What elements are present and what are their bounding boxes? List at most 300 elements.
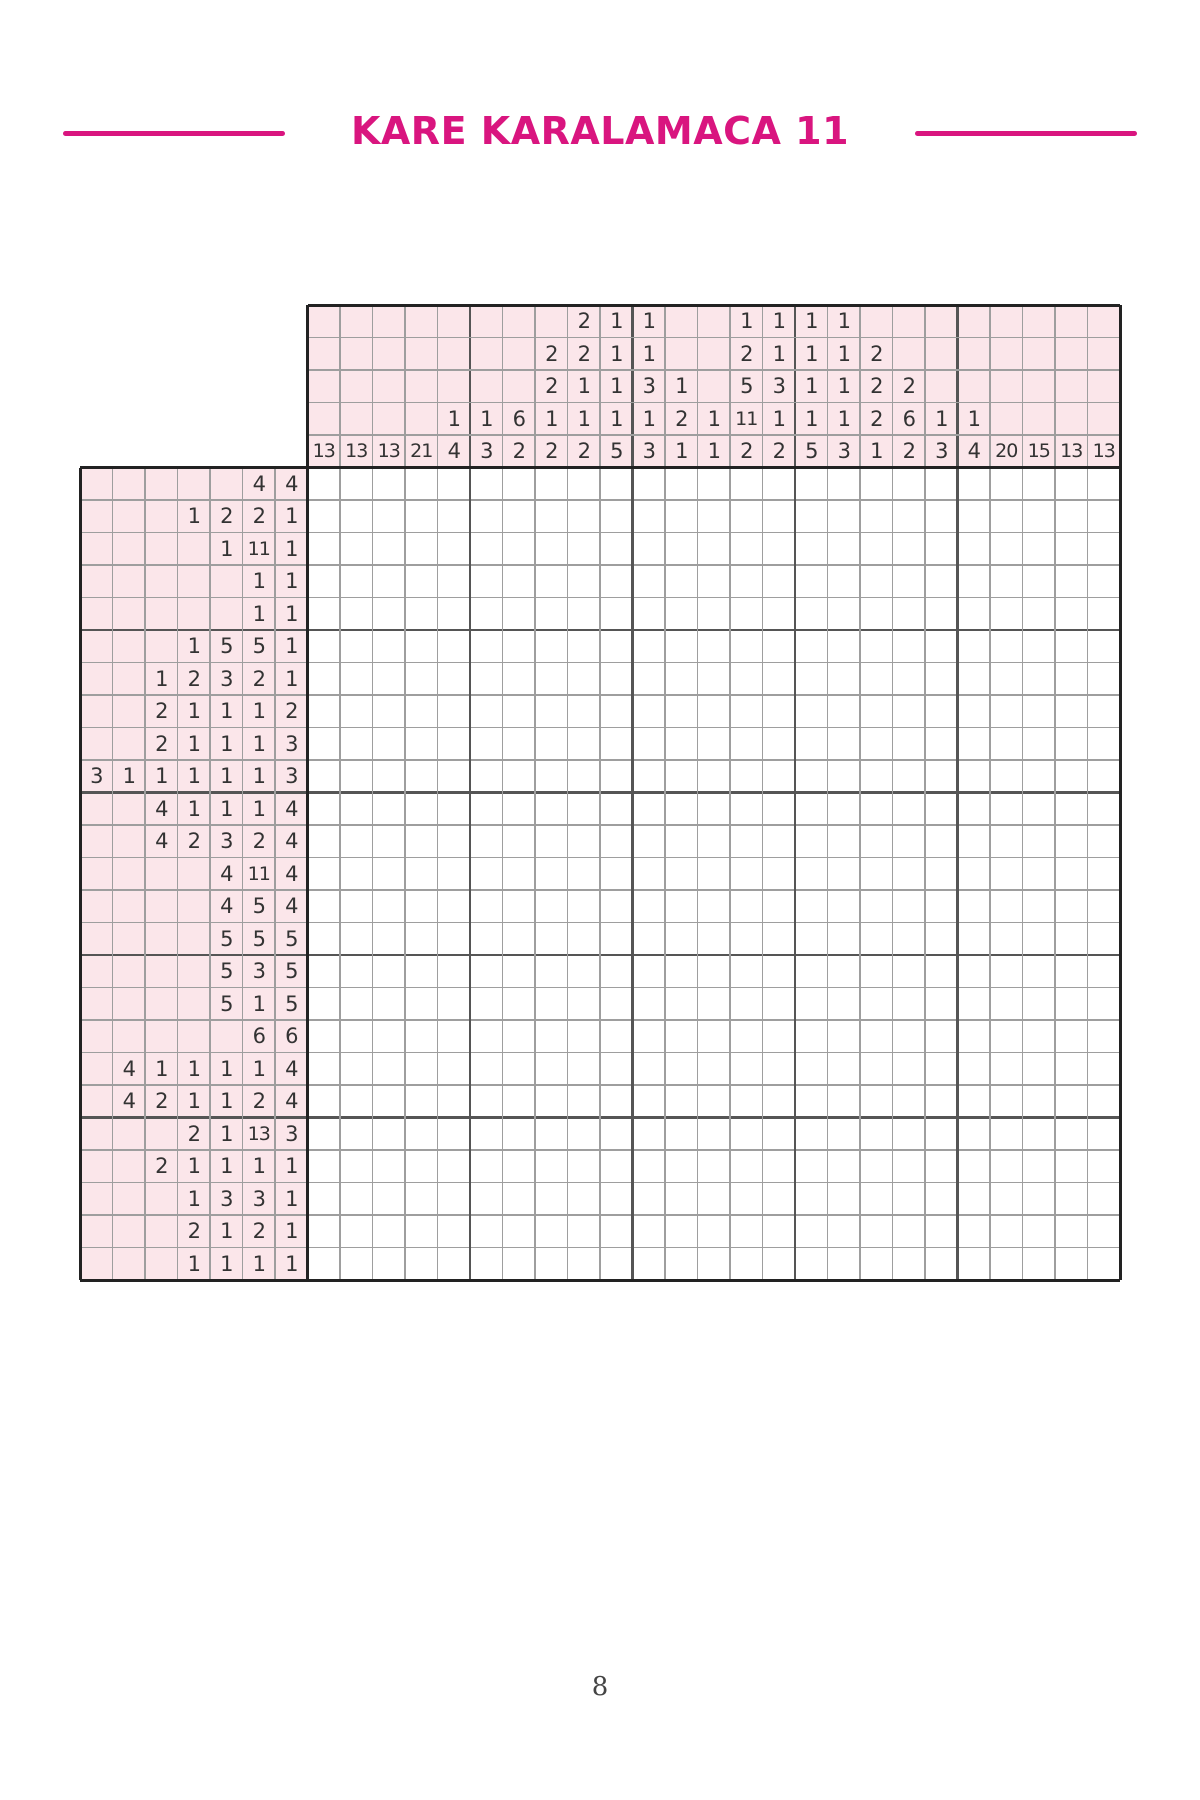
grid-cell[interactable]: [633, 988, 666, 1021]
grid-cell[interactable]: [308, 565, 341, 598]
grid-cell[interactable]: [503, 663, 536, 696]
grid-cell[interactable]: [1055, 1020, 1088, 1053]
grid-cell[interactable]: [1023, 1215, 1056, 1248]
grid-cell[interactable]: [1023, 468, 1056, 501]
grid-cell[interactable]: [893, 858, 926, 891]
grid-cell[interactable]: [763, 1053, 796, 1086]
grid-cell[interactable]: [925, 1150, 958, 1183]
grid-cell[interactable]: [405, 1020, 438, 1053]
grid-cell[interactable]: [893, 500, 926, 533]
grid-cell[interactable]: [438, 500, 471, 533]
grid-cell[interactable]: [1088, 728, 1121, 761]
grid-cell[interactable]: [308, 533, 341, 566]
grid-cell[interactable]: [990, 1183, 1023, 1216]
grid-cell[interactable]: [535, 1020, 568, 1053]
grid-cell[interactable]: [633, 500, 666, 533]
grid-cell[interactable]: [1023, 1118, 1056, 1151]
grid-cell[interactable]: [470, 728, 503, 761]
grid-cell[interactable]: [795, 1085, 828, 1118]
grid-cell[interactable]: [665, 533, 698, 566]
grid-cell[interactable]: [503, 500, 536, 533]
grid-cell[interactable]: [373, 533, 406, 566]
grid-cell[interactable]: [893, 1183, 926, 1216]
grid-cell[interactable]: [828, 793, 861, 826]
grid-cell[interactable]: [568, 760, 601, 793]
grid-cell[interactable]: [698, 500, 731, 533]
grid-cell[interactable]: [503, 955, 536, 988]
grid-cell[interactable]: [893, 533, 926, 566]
grid-cell[interactable]: [893, 1085, 926, 1118]
grid-cell[interactable]: [1088, 533, 1121, 566]
grid-cell[interactable]: [535, 890, 568, 923]
grid-cell[interactable]: [405, 858, 438, 891]
grid-cell[interactable]: [763, 955, 796, 988]
grid-cell[interactable]: [1023, 858, 1056, 891]
grid-cell[interactable]: [535, 500, 568, 533]
grid-cell[interactable]: [795, 1053, 828, 1086]
grid-cell[interactable]: [925, 760, 958, 793]
grid-cell[interactable]: [1023, 663, 1056, 696]
grid-cell[interactable]: [665, 1118, 698, 1151]
grid-cell[interactable]: [698, 825, 731, 858]
grid-cell[interactable]: [828, 1053, 861, 1086]
grid-cell[interactable]: [665, 890, 698, 923]
grid-cell[interactable]: [308, 825, 341, 858]
grid-cell[interactable]: [925, 793, 958, 826]
grid-cell[interactable]: [860, 1150, 893, 1183]
grid-cell[interactable]: [1055, 760, 1088, 793]
grid-cell[interactable]: [763, 858, 796, 891]
grid-cell[interactable]: [925, 630, 958, 663]
grid-cell[interactable]: [470, 630, 503, 663]
grid-cell[interactable]: [730, 825, 763, 858]
grid-cell[interactable]: [470, 1215, 503, 1248]
grid-cell[interactable]: [730, 1020, 763, 1053]
grid-cell[interactable]: [893, 793, 926, 826]
grid-cell[interactable]: [1088, 1085, 1121, 1118]
grid-cell[interactable]: [633, 468, 666, 501]
grid-cell[interactable]: [438, 565, 471, 598]
grid-cell[interactable]: [535, 858, 568, 891]
grid-cell[interactable]: [600, 630, 633, 663]
grid-cell[interactable]: [1088, 1215, 1121, 1248]
grid-cell[interactable]: [633, 955, 666, 988]
grid-cell[interactable]: [665, 1053, 698, 1086]
grid-cell[interactable]: [535, 533, 568, 566]
grid-cell[interactable]: [535, 663, 568, 696]
grid-cell[interactable]: [730, 695, 763, 728]
grid-cell[interactable]: [1055, 793, 1088, 826]
grid-cell[interactable]: [470, 890, 503, 923]
grid-cell[interactable]: [405, 663, 438, 696]
grid-cell[interactable]: [665, 988, 698, 1021]
grid-cell[interactable]: [503, 1150, 536, 1183]
grid-cell[interactable]: [1023, 598, 1056, 631]
grid-cell[interactable]: [373, 1020, 406, 1053]
grid-cell[interactable]: [568, 1085, 601, 1118]
grid-cell[interactable]: [730, 793, 763, 826]
grid-cell[interactable]: [308, 1020, 341, 1053]
grid-cell[interactable]: [828, 955, 861, 988]
grid-cell[interactable]: [535, 728, 568, 761]
grid-cell[interactable]: [1055, 1183, 1088, 1216]
grid-cell[interactable]: [925, 500, 958, 533]
grid-cell[interactable]: [1088, 858, 1121, 891]
grid-cell[interactable]: [535, 1150, 568, 1183]
grid-cell[interactable]: [828, 598, 861, 631]
grid-cell[interactable]: [665, 695, 698, 728]
grid-cell[interactable]: [860, 890, 893, 923]
grid-cell[interactable]: [925, 955, 958, 988]
grid-cell[interactable]: [828, 565, 861, 598]
grid-cell[interactable]: [730, 533, 763, 566]
grid-cell[interactable]: [1055, 858, 1088, 891]
grid-cell[interactable]: [503, 1053, 536, 1086]
grid-cell[interactable]: [470, 955, 503, 988]
grid-cell[interactable]: [535, 565, 568, 598]
grid-cell[interactable]: [470, 760, 503, 793]
grid-cell[interactable]: [373, 1183, 406, 1216]
grid-cell[interactable]: [958, 598, 991, 631]
grid-cell[interactable]: [405, 793, 438, 826]
grid-cell[interactable]: [958, 988, 991, 1021]
grid-cell[interactable]: [828, 1118, 861, 1151]
grid-cell[interactable]: [340, 988, 373, 1021]
grid-cell[interactable]: [470, 598, 503, 631]
grid-cell[interactable]: [470, 468, 503, 501]
grid-cell[interactable]: [698, 890, 731, 923]
grid-cell[interactable]: [405, 890, 438, 923]
grid-cell[interactable]: [795, 890, 828, 923]
grid-cell[interactable]: [503, 1118, 536, 1151]
grid-cell[interactable]: [860, 793, 893, 826]
grid-cell[interactable]: [633, 1215, 666, 1248]
grid-cell[interactable]: [828, 1215, 861, 1248]
grid-cell[interactable]: [990, 663, 1023, 696]
grid-cell[interactable]: [568, 565, 601, 598]
grid-cell[interactable]: [990, 858, 1023, 891]
grid-cell[interactable]: [990, 468, 1023, 501]
grid-cell[interactable]: [860, 923, 893, 956]
grid-cell[interactable]: [795, 1215, 828, 1248]
grid-cell[interactable]: [470, 1020, 503, 1053]
grid-cell[interactable]: [860, 1215, 893, 1248]
grid-cell[interactable]: [990, 923, 1023, 956]
grid-cell[interactable]: [600, 500, 633, 533]
grid-cell[interactable]: [1088, 468, 1121, 501]
grid-cell[interactable]: [958, 1053, 991, 1086]
grid-cell[interactable]: [568, 1183, 601, 1216]
grid-cell[interactable]: [730, 1053, 763, 1086]
grid-cell[interactable]: [438, 630, 471, 663]
grid-cell[interactable]: [795, 1118, 828, 1151]
grid-cell[interactable]: [340, 923, 373, 956]
grid-cell[interactable]: [340, 598, 373, 631]
grid-cell[interactable]: [990, 1118, 1023, 1151]
grid-cell[interactable]: [1088, 695, 1121, 728]
grid-cell[interactable]: [503, 1020, 536, 1053]
grid-cell[interactable]: [1023, 988, 1056, 1021]
grid-cell[interactable]: [828, 630, 861, 663]
grid-cell[interactable]: [860, 663, 893, 696]
grid-cell[interactable]: [990, 1085, 1023, 1118]
grid-cell[interactable]: [698, 955, 731, 988]
grid-cell[interactable]: [308, 630, 341, 663]
grid-cell[interactable]: [503, 1248, 536, 1281]
grid-cell[interactable]: [633, 565, 666, 598]
grid-cell[interactable]: [990, 793, 1023, 826]
grid-cell[interactable]: [438, 858, 471, 891]
grid-cell[interactable]: [925, 1053, 958, 1086]
grid-cell[interactable]: [828, 468, 861, 501]
grid-cell[interactable]: [665, 858, 698, 891]
grid-cell[interactable]: [763, 1118, 796, 1151]
grid-cell[interactable]: [730, 1183, 763, 1216]
grid-cell[interactable]: [763, 663, 796, 696]
grid-cell[interactable]: [438, 988, 471, 1021]
grid-cell[interactable]: [535, 793, 568, 826]
grid-cell[interactable]: [795, 598, 828, 631]
grid-cell[interactable]: [470, 1248, 503, 1281]
grid-cell[interactable]: [340, 890, 373, 923]
grid-cell[interactable]: [405, 598, 438, 631]
grid-cell[interactable]: [1055, 988, 1088, 1021]
grid-cell[interactable]: [925, 728, 958, 761]
grid-cell[interactable]: [828, 500, 861, 533]
grid-cell[interactable]: [795, 923, 828, 956]
grid-cell[interactable]: [1023, 695, 1056, 728]
grid-cell[interactable]: [600, 890, 633, 923]
grid-cell[interactable]: [373, 663, 406, 696]
grid-cell[interactable]: [893, 923, 926, 956]
grid-cell[interactable]: [730, 1085, 763, 1118]
grid-cell[interactable]: [795, 533, 828, 566]
grid-cell[interactable]: [405, 1053, 438, 1086]
grid-cell[interactable]: [698, 1020, 731, 1053]
grid-cell[interactable]: [535, 1085, 568, 1118]
grid-cell[interactable]: [1055, 468, 1088, 501]
grid-cell[interactable]: [763, 1215, 796, 1248]
grid-cell[interactable]: [730, 1118, 763, 1151]
grid-cell[interactable]: [860, 695, 893, 728]
grid-cell[interactable]: [698, 760, 731, 793]
grid-cell[interactable]: [568, 728, 601, 761]
grid-cell[interactable]: [600, 1085, 633, 1118]
grid-cell[interactable]: [763, 988, 796, 1021]
grid-cell[interactable]: [633, 663, 666, 696]
grid-cell[interactable]: [308, 923, 341, 956]
grid-cell[interactable]: [373, 760, 406, 793]
grid-cell[interactable]: [698, 1150, 731, 1183]
grid-cell[interactable]: [665, 793, 698, 826]
grid-cell[interactable]: [730, 598, 763, 631]
grid-cell[interactable]: [438, 760, 471, 793]
grid-cell[interactable]: [535, 988, 568, 1021]
grid-cell[interactable]: [893, 825, 926, 858]
grid-cell[interactable]: [893, 1020, 926, 1053]
grid-cell[interactable]: [1055, 825, 1088, 858]
grid-cell[interactable]: [503, 923, 536, 956]
grid-cell[interactable]: [958, 1020, 991, 1053]
grid-cell[interactable]: [438, 728, 471, 761]
grid-cell[interactable]: [568, 533, 601, 566]
grid-cell[interactable]: [340, 760, 373, 793]
grid-cell[interactable]: [665, 1215, 698, 1248]
grid-cell[interactable]: [373, 955, 406, 988]
grid-cell[interactable]: [828, 858, 861, 891]
grid-cell[interactable]: [633, 923, 666, 956]
grid-cell[interactable]: [373, 630, 406, 663]
grid-cell[interactable]: [763, 500, 796, 533]
grid-cell[interactable]: [1088, 630, 1121, 663]
grid-cell[interactable]: [925, 695, 958, 728]
grid-cell[interactable]: [795, 1020, 828, 1053]
grid-cell[interactable]: [1088, 793, 1121, 826]
grid-cell[interactable]: [568, 468, 601, 501]
grid-cell[interactable]: [958, 923, 991, 956]
grid-cell[interactable]: [795, 500, 828, 533]
grid-cell[interactable]: [405, 760, 438, 793]
grid-cell[interactable]: [795, 695, 828, 728]
grid-cell[interactable]: [665, 1183, 698, 1216]
grid-cell[interactable]: [438, 1150, 471, 1183]
grid-cell[interactable]: [990, 890, 1023, 923]
grid-cell[interactable]: [1088, 955, 1121, 988]
grid-cell[interactable]: [665, 565, 698, 598]
grid-cell[interactable]: [438, 955, 471, 988]
grid-cell[interactable]: [925, 1183, 958, 1216]
grid-cell[interactable]: [730, 565, 763, 598]
grid-cell[interactable]: [340, 1150, 373, 1183]
grid-cell[interactable]: [535, 1183, 568, 1216]
grid-cell[interactable]: [600, 1248, 633, 1281]
grid-cell[interactable]: [1023, 1053, 1056, 1086]
grid-cell[interactable]: [828, 825, 861, 858]
grid-cell[interactable]: [763, 1020, 796, 1053]
grid-cell[interactable]: [665, 955, 698, 988]
grid-cell[interactable]: [568, 1248, 601, 1281]
grid-cell[interactable]: [828, 1150, 861, 1183]
grid-cell[interactable]: [503, 1215, 536, 1248]
grid-cell[interactable]: [340, 1215, 373, 1248]
grid-cell[interactable]: [860, 728, 893, 761]
grid-cell[interactable]: [568, 955, 601, 988]
grid-cell[interactable]: [958, 565, 991, 598]
grid-cell[interactable]: [438, 1183, 471, 1216]
grid-cell[interactable]: [405, 1183, 438, 1216]
grid-cell[interactable]: [763, 533, 796, 566]
grid-cell[interactable]: [763, 1085, 796, 1118]
grid-cell[interactable]: [438, 533, 471, 566]
grid-cell[interactable]: [308, 988, 341, 1021]
grid-cell[interactable]: [503, 1085, 536, 1118]
grid-cell[interactable]: [763, 598, 796, 631]
grid-cell[interactable]: [373, 858, 406, 891]
grid-cell[interactable]: [665, 500, 698, 533]
grid-cell[interactable]: [893, 468, 926, 501]
grid-cell[interactable]: [925, 988, 958, 1021]
grid-cell[interactable]: [568, 1053, 601, 1086]
grid-cell[interactable]: [373, 1053, 406, 1086]
grid-cell[interactable]: [665, 760, 698, 793]
grid-cell[interactable]: [795, 663, 828, 696]
grid-cell[interactable]: [535, 1248, 568, 1281]
grid-cell[interactable]: [438, 598, 471, 631]
grid-cell[interactable]: [1023, 630, 1056, 663]
grid-cell[interactable]: [438, 923, 471, 956]
grid-cell[interactable]: [698, 1053, 731, 1086]
grid-cell[interactable]: [958, 533, 991, 566]
grid-cell[interactable]: [990, 630, 1023, 663]
grid-cell[interactable]: [730, 760, 763, 793]
grid-cell[interactable]: [470, 858, 503, 891]
grid-cell[interactable]: [925, 565, 958, 598]
grid-cell[interactable]: [795, 1183, 828, 1216]
grid-cell[interactable]: [405, 955, 438, 988]
grid-cell[interactable]: [958, 728, 991, 761]
grid-cell[interactable]: [405, 630, 438, 663]
grid-cell[interactable]: [1023, 1150, 1056, 1183]
grid-cell[interactable]: [730, 500, 763, 533]
grid-cell[interactable]: [340, 1248, 373, 1281]
grid-cell[interactable]: [308, 1248, 341, 1281]
grid-cell[interactable]: [698, 793, 731, 826]
grid-cell[interactable]: [568, 663, 601, 696]
grid-cell[interactable]: [535, 923, 568, 956]
grid-cell[interactable]: [600, 1053, 633, 1086]
grid-cell[interactable]: [860, 1183, 893, 1216]
grid-cell[interactable]: [1055, 533, 1088, 566]
grid-cell[interactable]: [763, 695, 796, 728]
grid-cell[interactable]: [568, 1150, 601, 1183]
grid-cell[interactable]: [1055, 1150, 1088, 1183]
grid-cell[interactable]: [925, 923, 958, 956]
grid-cell[interactable]: [1088, 1020, 1121, 1053]
grid-cell[interactable]: [730, 955, 763, 988]
grid-cell[interactable]: [373, 890, 406, 923]
grid-cell[interactable]: [438, 1215, 471, 1248]
grid-cell[interactable]: [568, 858, 601, 891]
grid-cell[interactable]: [795, 728, 828, 761]
grid-cell[interactable]: [633, 1248, 666, 1281]
grid-cell[interactable]: [828, 695, 861, 728]
grid-cell[interactable]: [1088, 565, 1121, 598]
grid-cell[interactable]: [1023, 955, 1056, 988]
grid-cell[interactable]: [958, 760, 991, 793]
grid-cell[interactable]: [860, 955, 893, 988]
grid-cell[interactable]: [568, 598, 601, 631]
grid-cell[interactable]: [730, 1248, 763, 1281]
grid-cell[interactable]: [1088, 923, 1121, 956]
grid-cell[interactable]: [373, 988, 406, 1021]
grid-cell[interactable]: [958, 1085, 991, 1118]
grid-cell[interactable]: [600, 825, 633, 858]
grid-cell[interactable]: [1023, 760, 1056, 793]
grid-cell[interactable]: [405, 1118, 438, 1151]
grid-cell[interactable]: [698, 923, 731, 956]
grid-cell[interactable]: [340, 1118, 373, 1151]
grid-cell[interactable]: [698, 598, 731, 631]
grid-cell[interactable]: [568, 1215, 601, 1248]
grid-cell[interactable]: [1055, 663, 1088, 696]
grid-cell[interactable]: [373, 923, 406, 956]
grid-cell[interactable]: [600, 1183, 633, 1216]
grid-cell[interactable]: [828, 1248, 861, 1281]
grid-cell[interactable]: [600, 1118, 633, 1151]
grid-cell[interactable]: [633, 728, 666, 761]
grid-cell[interactable]: [535, 1215, 568, 1248]
grid-cell[interactable]: [925, 1248, 958, 1281]
